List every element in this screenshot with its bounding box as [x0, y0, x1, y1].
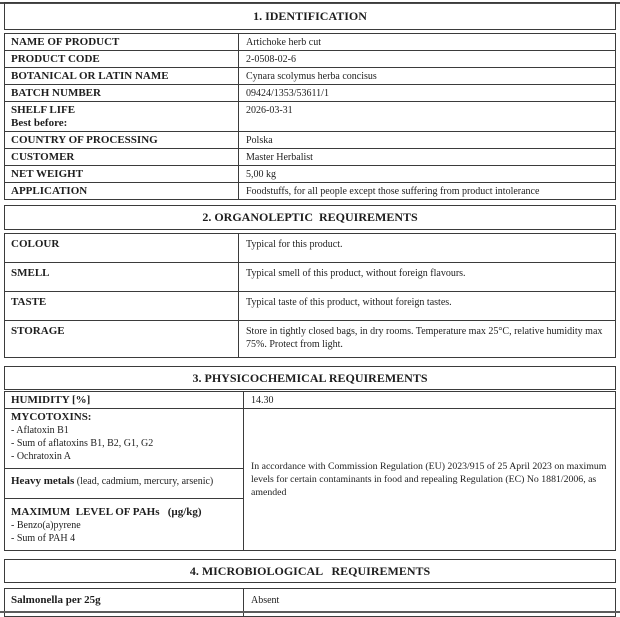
pahs-cell — [5, 499, 244, 551]
section-title: 2. ORGANOLEPTIC REQUIREMENTS — [202, 210, 418, 224]
row-label: SMELL — [5, 263, 239, 292]
table-row — [5, 263, 616, 292]
row-label: PRODUCT CODE — [5, 51, 239, 68]
heavy-metals-label: Heavy metals — [11, 475, 75, 487]
table-row — [5, 234, 616, 263]
section-title: 1. IDENTIFICATION — [253, 8, 367, 23]
heavy-metals-cell — [5, 469, 244, 499]
organoleptic-table — [4, 233, 616, 358]
row-label-line2: Best before: — [11, 117, 68, 129]
mycotoxins-cell — [5, 409, 244, 469]
row-value: 5,00 kg — [239, 166, 616, 183]
row-value: Polska — [239, 132, 616, 149]
identification-table — [4, 33, 616, 200]
group-title: MAXIMUM LEVEL OF PAHs (µg/kg) — [11, 506, 202, 518]
table-row — [5, 409, 616, 469]
group-title: MYCOTOXINS: — [11, 411, 92, 423]
row-value: Absent — [244, 589, 616, 617]
table-row — [5, 85, 616, 102]
section-identification-header — [4, 2, 616, 30]
heavy-metals-detail: (lead, cadmium, mercury, arsenic) — [74, 476, 214, 487]
row-label: Salmonella per 25g — [5, 589, 244, 617]
row-label: COUNTRY OF PROCESSING — [5, 132, 239, 149]
row-label-line1: SHELF LIFE — [11, 104, 76, 116]
row-value: Typical taste of this product, without foreign tastes. — [239, 292, 616, 321]
row-value: 2-0508-02-6 — [239, 51, 616, 68]
row-label: HUMIDITY [%] — [5, 392, 244, 409]
list-item: - Sum of PAH 4 — [11, 533, 76, 544]
section-organoleptic-header — [4, 205, 616, 230]
regulation-note: In accordance with Commission Regulation (EU) 2023/915 of 25 April 2023 on maximum levels for certain contaminants in food and repealing Regulation (EC) No 1881/2006, as amended — [244, 409, 616, 551]
row-value: Artichoke herb cut — [239, 34, 616, 51]
row-label: NAME OF PRODUCT — [5, 34, 239, 51]
section-title: 3. PHYSICOCHEMICAL REQUIREMENTS — [192, 370, 428, 385]
row-value: Store in tightly closed bags, in dry rooms. Temperature max 25°C, relative humidity max 75%. Protect from light. — [239, 321, 616, 358]
table-row — [5, 68, 616, 85]
row-value: Foodstuffs, for all people except those suffering from product intolerance — [239, 183, 616, 200]
row-value: Master Herbalist — [239, 149, 616, 166]
page-bottom-rule — [0, 611, 620, 613]
table-row — [5, 149, 616, 166]
row-value: Cynara scolymus herba concisus — [239, 68, 616, 85]
row-label: TASTE — [5, 292, 239, 321]
section-physicochemical-header — [4, 366, 616, 390]
table-row — [5, 292, 616, 321]
list-item: - Sum of aflatoxins B1, B2, G1, G2 — [11, 438, 154, 449]
table-row — [5, 102, 616, 132]
row-label: APPLICATION — [5, 183, 239, 200]
row-label — [5, 102, 239, 132]
row-label: BOTANICAL OR LATIN NAME — [5, 68, 239, 85]
physicochemical-table — [4, 391, 616, 551]
row-value: 14.30 — [244, 392, 616, 409]
row-value: 09424/1353/53611/1 — [239, 85, 616, 102]
list-item: - Aflatoxin B1 — [11, 425, 69, 436]
row-value: Typical for this product. — [239, 234, 616, 263]
table-row — [5, 132, 616, 149]
row-label: COLOUR — [5, 234, 239, 263]
list-item: - Benzo(a)pyrene — [11, 520, 81, 531]
row-label: STORAGE — [5, 321, 239, 358]
section-microbiological-header — [4, 559, 616, 583]
table-row — [5, 34, 616, 51]
row-label: NET WEIGHT — [5, 166, 239, 183]
table-row — [5, 321, 616, 358]
section-title: 4. MICROBIOLOGICAL REQUIREMENTS — [189, 563, 431, 578]
row-value: Typical smell of this product, without foreign flavours. — [239, 263, 616, 292]
table-row — [5, 183, 616, 200]
row-label: CUSTOMER — [5, 149, 239, 166]
table-row — [5, 166, 616, 183]
row-label: BATCH NUMBER — [5, 85, 239, 102]
row-value: 2026-03-31 — [239, 102, 616, 132]
list-item: - Ochratoxin A — [11, 451, 71, 462]
table-row — [5, 392, 616, 409]
table-row — [5, 51, 616, 68]
